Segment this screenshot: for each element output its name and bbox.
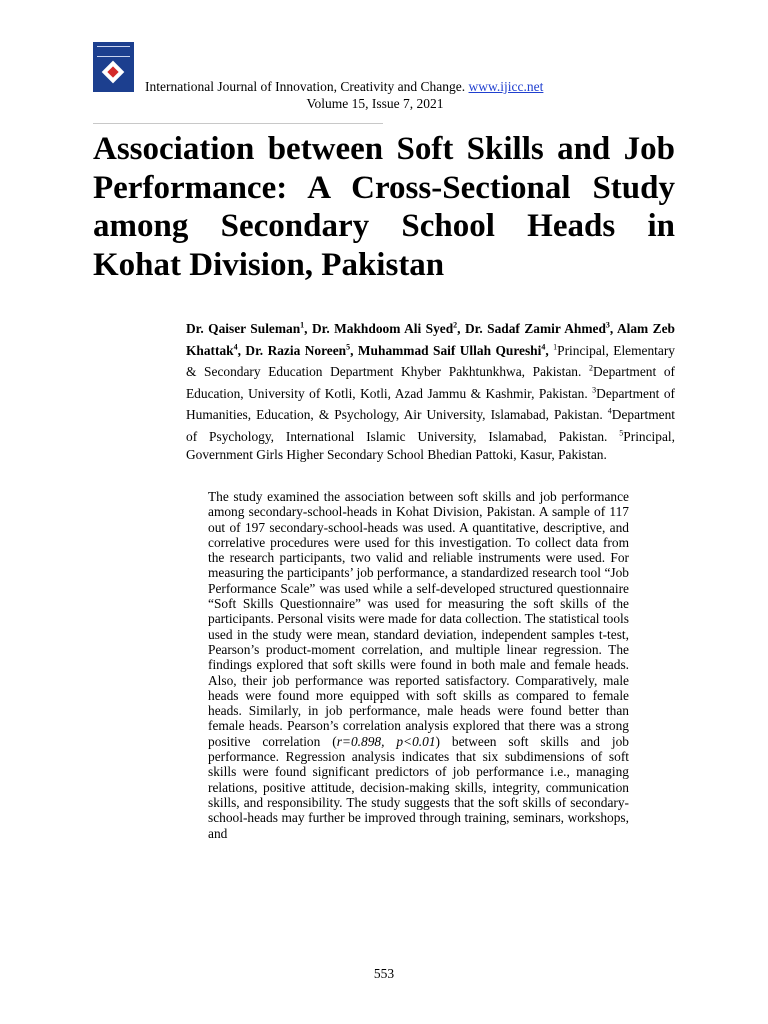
- author-name: Dr. Qaiser Suleman$^1$,: [186, 321, 312, 337]
- volume-issue: Volume 15, Issue 7, 2021: [306, 96, 444, 111]
- affiliation-number: 2: [589, 363, 593, 373]
- author-name: Dr. Razia Noreen$^5$,: [245, 342, 358, 358]
- abstract-text-2: ) between soft skills and job performance. Regression analysis indicates that six subdimensions of soft skills were found significant predictors of job performance i.e., managing relations, positive attitude, decision-making skills, integrity, communication skills, and responsibility. The study suggests that the soft skills of secondary-school-heads may further be improved through training, seminars, workshops, and: [208, 733, 629, 841]
- affiliation-number: 5: [619, 428, 624, 438]
- paper-title: Association between Soft Skills and Job Performance: A Cross-Sectional Study among Secondary School Heads in Kohat Division, Pakistan: [93, 131, 675, 283]
- author-separator: ,: [237, 342, 246, 358]
- affiliation-text: Principal, Government Girls Higher Secondary School Bhedian Pattoki, Kasur, Pakistan.: [186, 428, 675, 462]
- affiliation-text: Principal, Elementary & Secondary Education Department Khyber Pakhtunkhwa, Pakistan.: [186, 342, 675, 380]
- abstract-text-1: The study examined the association between soft skills and job performance among secondary-school-heads in Kohat Division, Pakistan. A sample of 117 out of 197 secondary-school-heads was used. A quantitative, descriptive, and correlative procedures were used for this investigation. To collect data from the research participants, two valid and reliable instruments were used. For measuring the participants’ job performance, a standardized research tool “Job Performance Scale” was used while a self-developed structured questionnaire “Soft Skills Questionnaire” was used for measuring the soft skills of the participants. Personal visits were made for data collection. The statistical tools used in the study were mean, standard deviation, independent samples t-test, Pearson’s product-moment correlation, and multiple linear regression. The findings explored that soft skills were found in both male and female heads. Also, their job performance was reported satisfactory. Comparatively, male heads were found more equipped with soft skills as compared to female heads. Similarly, in job performance, male heads were found better than female heads. Pearson’s correlation analysis explored that there was a strong positive correlation (: [208, 489, 629, 749]
- affiliation-text: Department of Education, University of Kotli, Kotli, Azad Jammu & Kashmir, Pakistan.: [186, 364, 675, 401]
- journal-name: International Journal of Innovation, Creativity and Change.: [145, 79, 466, 94]
- author-affiliation-number: 1: [300, 321, 305, 330]
- author-affiliation-number: 5: [346, 342, 351, 352]
- author-name: Muhammad Saif Ullah Qureshi$^4$,: [357, 342, 549, 358]
- page-number: 553: [373, 966, 395, 981]
- journal-logo: [93, 42, 134, 92]
- abstract-statistic: r=0.898, p<0.01: [336, 733, 436, 749]
- author-name: Alam Zeb Khattak$^4$,: [186, 321, 675, 358]
- author-separator: ,: [609, 321, 617, 337]
- abstract: [208, 489, 629, 841]
- logo-band: [97, 46, 130, 57]
- author-affiliation-number: 4: [541, 342, 546, 352]
- journal-url-link[interactable]: www.ijicc.net: [468, 79, 544, 94]
- author-affiliation-number: 3: [605, 321, 610, 330]
- affiliation-text: Department of Humanities, Education, & Psychology, Air University, Islamabad, Pakistan.: [186, 385, 675, 423]
- author-name: Dr. Sadaf Zamir Ahmed$^3$,: [464, 321, 617, 337]
- author-separator: ,: [350, 342, 358, 358]
- author-separator: ,: [304, 321, 312, 337]
- author-block: [186, 317, 675, 464]
- author-name: Dr. Makhdoom Ali Syed$^2$,: [311, 321, 465, 337]
- author-separator: ,: [457, 321, 465, 337]
- affiliation-number: 1: [553, 342, 558, 352]
- author-separator: ,: [545, 342, 549, 358]
- journal-header: [145, 79, 605, 95]
- affiliation-number: 3: [592, 385, 597, 395]
- affiliation-list: [186, 343, 675, 462]
- header-divider: [93, 123, 383, 124]
- author-affiliation-number: 4: [233, 342, 238, 352]
- affiliation-text: Department of Psychology, International Islamic University, Islamabad, Pakistan.: [186, 407, 675, 444]
- affiliation-number: 4: [607, 406, 612, 416]
- author-affiliation-number: 2: [453, 321, 458, 330]
